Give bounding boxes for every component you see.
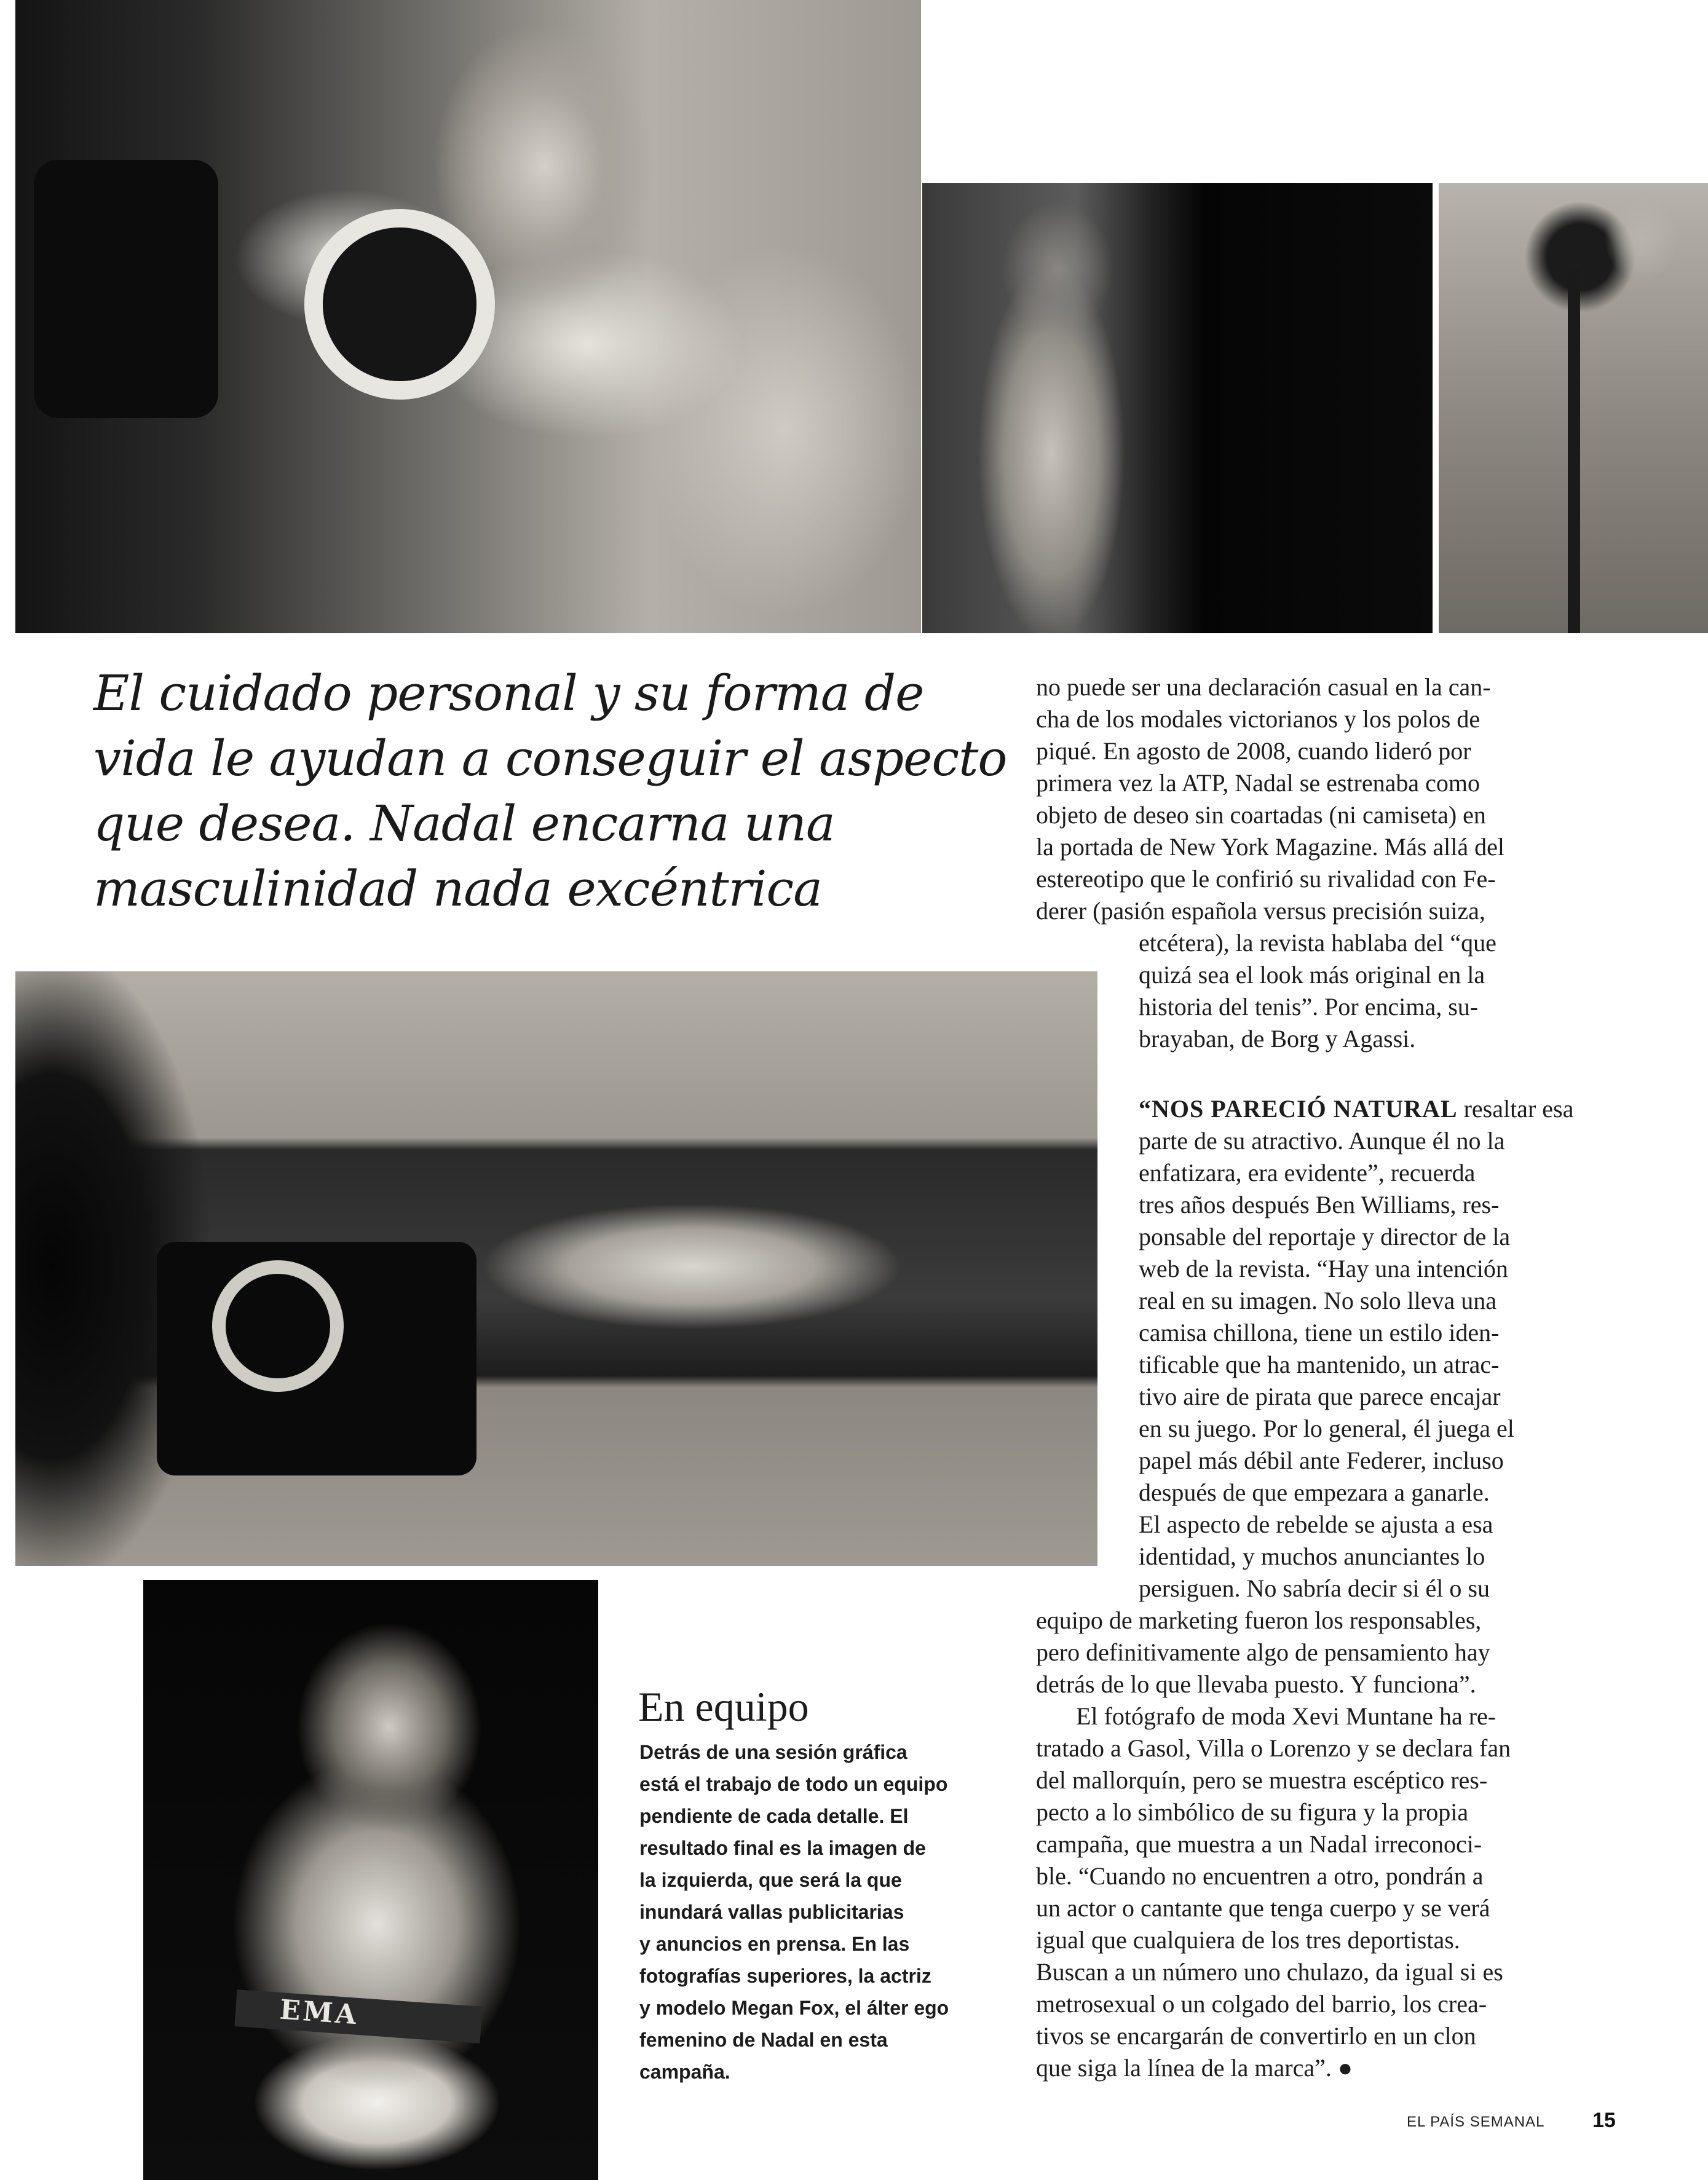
body-line: Buscan a un número uno chulazo, da igual si es (1036, 1958, 1503, 1986)
camera-rig-shape (34, 160, 218, 418)
photo-woman-reclining (15, 971, 1097, 1566)
body-line: tres años después Ben Williams, res- (1139, 1191, 1500, 1218)
body-line: quizá sea el look más original en la (1139, 961, 1485, 989)
pull-quote (93, 661, 1007, 922)
body-line: brayaban, de Borg y Agassi. (1139, 1025, 1416, 1052)
sidebar-line: y modelo Megan Fox, el álter ego (639, 1997, 949, 2019)
body-line: real en su imagen. No solo lleva una (1139, 1287, 1497, 1314)
sidebar-line: campaña. (639, 2061, 730, 2083)
body-line: tratado a Gasol, Villa o Lorenzo y se declara fan (1036, 1734, 1511, 1762)
sidebar-title: En equipo (638, 1683, 809, 1730)
photo-photographer (1439, 183, 1708, 633)
body-line: metrosexual o un colgado del barrio, los crea- (1036, 1990, 1487, 2018)
body-line: ponsable del reportaje y director de la (1139, 1223, 1511, 1250)
pull-quote-line: masculinidad nada excéntrica (93, 860, 822, 917)
pull-quote-line: El cuidado personal y su forma de (93, 665, 924, 722)
sidebar-line: fotografías superiores, la actriz (639, 1965, 931, 1987)
body-line: pero definitivamente algo de pensamiento hay (1036, 1638, 1490, 1666)
body-line: etcétera), la revista hablaba del “que (1139, 929, 1496, 957)
body-line: papel más débil ante Federer, incluso (1139, 1447, 1504, 1474)
body-line: parte de su atractivo. Aunque él no la (1139, 1127, 1505, 1155)
body-line: historia del tenis”. Por encima, su- (1139, 993, 1479, 1021)
paragraph-lead: “NOS PARECIÓ NATURAL (1139, 1095, 1458, 1123)
photo-male-model (143, 1580, 598, 2180)
body-line (1139, 1093, 1573, 1125)
body-line: tificable que ha mantenido, un atrac- (1139, 1351, 1500, 1378)
body-line: El fotógrafo de moda Xevi Muntane ha re- (1076, 1702, 1496, 1730)
body-line: del mallorquín, pero se muestra escéptico res- (1036, 1766, 1488, 1794)
sidebar-line: está el trabajo de todo un equipo (639, 1773, 948, 1795)
body-line: enfatizara, era evidente”, recuerda (1139, 1159, 1476, 1187)
body-line: tivo aire de pirata que parece encajar (1139, 1383, 1501, 1410)
camera-lens-shape (304, 209, 495, 400)
underwear-logo: EMA (279, 1994, 360, 2031)
sidebar-line: inundará vallas publicitarias (639, 1901, 904, 1923)
body-line: pecto a lo simbólico de su figura y la propia (1036, 1798, 1469, 1826)
body-line: tivos se encargarán de convertirlo en un clon (1036, 2022, 1476, 2050)
sidebar-line: y anuncios en prensa. En las (639, 1933, 910, 1955)
body-line: no puede ser una declaración casual en la can- (1036, 673, 1491, 701)
body-line: en su juego. Por lo general, él juega el (1139, 1415, 1514, 1442)
body-line: igual que cualquiera de los tres deportistas. (1036, 1926, 1460, 1954)
body-line: camisa chillona, tiene un estilo iden- (1139, 1319, 1500, 1346)
body-line: que siga la línea de la marca”. ● (1036, 2054, 1353, 2082)
body-line: equipo de marketing fueron los responsables, (1036, 1606, 1482, 1634)
camera-ring-shape (212, 1260, 344, 1392)
body-line: estereotipo que le confirió su rivalidad con Fe- (1036, 865, 1496, 893)
body-line: web de la revista. “Hay una intención (1139, 1255, 1508, 1282)
body-line: cha de los modales victorianos y los polos de (1036, 705, 1481, 733)
tripod-shape (1568, 269, 1580, 633)
page-number: 15 (1592, 2109, 1616, 2132)
body-line-text: resaltar esa (1457, 1095, 1574, 1123)
body-line: identidad, y muchos anunciantes lo (1139, 1542, 1485, 1570)
body-line: después de que empezara a ganarle. (1139, 1479, 1490, 1506)
body-line: El aspecto de rebelde se ajusta a esa (1139, 1511, 1493, 1538)
body-line: detrás de lo que llevaba puesto. Y funciona”. (1036, 1670, 1476, 1698)
pull-quote-line: vida le ayudan a conseguir el aspecto (93, 730, 1007, 787)
sidebar-line: Detrás de una sesión gráfica (639, 1741, 907, 1763)
photo-woman-standing (922, 183, 1433, 633)
sidebar-line: pendiente de cada detalle. El (639, 1805, 909, 1827)
photo-woman-closeup (15, 0, 921, 633)
pull-quote-line: que desea. Nadal encarna una (93, 795, 835, 852)
body-line: la portada de New York Magazine. Más allá del (1036, 833, 1504, 861)
body-line: primera vez la ATP, Nadal se estrenaba como (1036, 769, 1480, 797)
magazine-name: EL PAÍS SEMANAL (1407, 2114, 1545, 2130)
body-line: ble. “Cuando no encuentren a otro, pondrán a (1036, 1862, 1484, 1890)
body-line: un actor o cantante que tenga cuerpo y se verá (1036, 1894, 1490, 1922)
sidebar-line: la izquierda, que será la que (639, 1869, 902, 1891)
body-line: objeto de deseo sin coartadas (ni camiseta) en (1036, 801, 1486, 829)
body-line: piqué. En agosto de 2008, cuando lideró por (1036, 737, 1471, 765)
body-line: persiguen. No sabría decir si él o su (1139, 1574, 1490, 1602)
body-line: derer (pasión española versus precisión suiza, (1036, 897, 1485, 925)
sidebar-line: resultado final es la imagen de (639, 1837, 926, 1859)
sidebar-line: femenino de Nadal en esta (639, 2029, 888, 2051)
body-line: campaña, que muestra a un Nadal irreconoci- (1036, 1830, 1482, 1858)
